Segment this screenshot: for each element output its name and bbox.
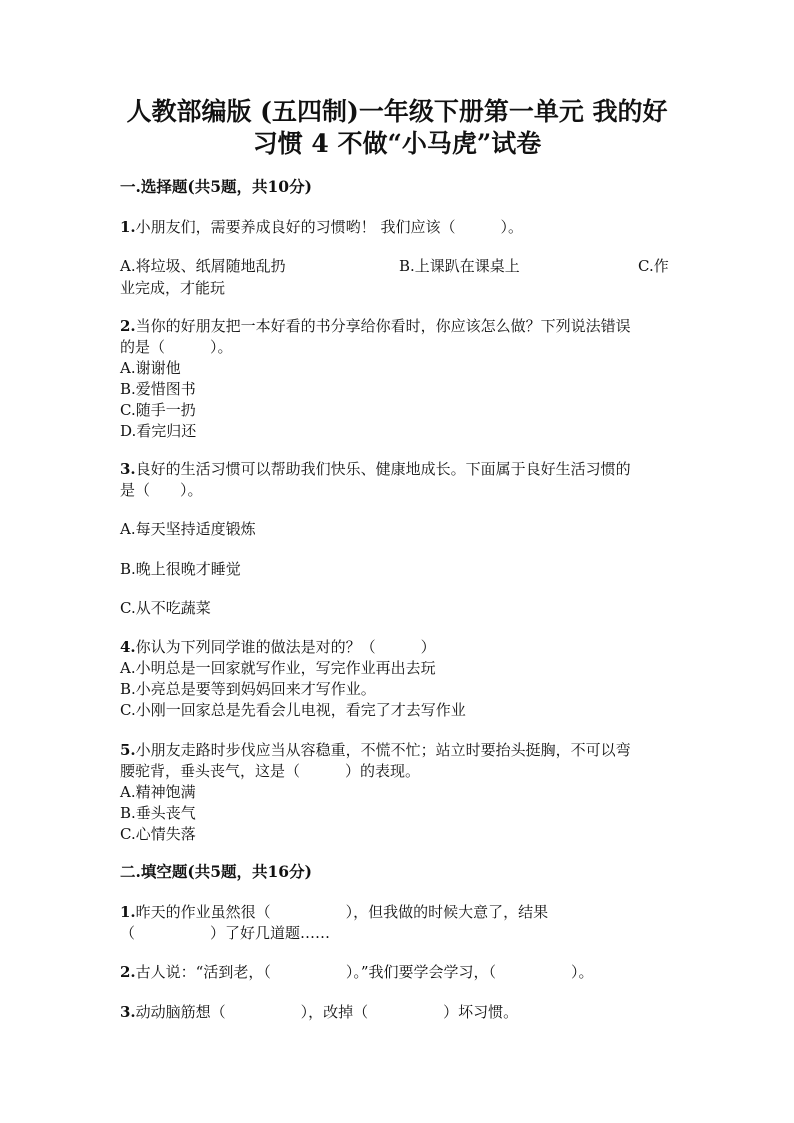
question-text: 当你的好朋友把一本好看的书分享给你看时，你应该怎么做？下列说法错误 [135, 317, 631, 335]
question-3 [120, 459, 631, 480]
question-2-continued: 的是（ ）。 [120, 338, 233, 356]
section-heading-choice: 一.选择题(共5题，共10分) [120, 177, 312, 196]
fill-question-1-continued: （ ）了好几道题…… [120, 924, 331, 942]
option-c: C.作 [638, 257, 669, 275]
option-b: B.上课趴在课桌上 [399, 257, 520, 275]
question-text: 良好的生活习惯可以帮助我们快乐、健康地成长。下面属于良好生活习惯的 [135, 460, 631, 478]
question-2 [120, 316, 631, 337]
question-text: 动动脑筋想（ ），改掉（ ）坏习惯。 [135, 1003, 519, 1021]
option-b: B.晚上很晚才睡觉 [120, 560, 241, 578]
option-b: B.垂头丧气 [120, 804, 196, 822]
option-c-continued: 业完成，才能玩 [120, 279, 226, 297]
fill-question-1 [120, 902, 548, 923]
option-c: C.小刚一回家总是先看会儿电视，看完了才去写作业 [120, 701, 466, 719]
question-1 [120, 217, 523, 238]
question-5-continued: 腰驼背，垂头丧气，这是（ ）的表现。 [120, 762, 421, 780]
question-text: 昨天的作业虽然很（ ），但我做的时候大意了，结果 [135, 903, 549, 921]
fill-question-2 [120, 962, 594, 983]
fill-question-3 [120, 1002, 518, 1023]
page-title-line-2: 习惯 4 不做“小马虎”试卷 [252, 129, 542, 158]
question-number: 1. [120, 903, 136, 921]
option-c: C.心情失落 [120, 825, 196, 843]
question-text: 小朋友们，需要养成良好的习惯哟！ 我们应该（ ）。 [135, 218, 523, 236]
option-c: C.随手一扔 [120, 401, 196, 419]
question-3-continued: 是（ ）。 [120, 481, 203, 499]
section-heading-fill-in: 二.填空题(共5题，共16分) [120, 862, 312, 881]
question-4 [120, 637, 436, 658]
option-a: A.每天坚持适度锻炼 [120, 520, 256, 538]
question-number: 4. [120, 638, 136, 656]
question-5 [120, 740, 631, 761]
question-number: 5. [120, 741, 136, 759]
question-text: 小朋友走路时步伐应当从容稳重，不慌不忙；站立时要抬头挺胸，不可以弯 [135, 741, 631, 759]
option-a: A.小明总是一回家就写作业，写完作业再出去玩 [120, 659, 436, 677]
question-text: 古人说：“活到老，（ ）。”我们要学会学习，（ ）。 [135, 963, 594, 981]
option-b: B.爱惜图书 [120, 380, 196, 398]
question-number: 3. [120, 1003, 136, 1021]
question-number: 3. [120, 460, 136, 478]
question-text: 你认为下列同学谁的做法是对的？（ ） [135, 638, 436, 656]
option-c: C.从不吃蔬菜 [120, 599, 211, 617]
question-number: 1. [120, 218, 136, 236]
option-d: D.看完归还 [120, 422, 197, 440]
option-a: A.将垃圾、纸屑随地乱扔 [120, 257, 286, 275]
option-b: B.小亮总是要等到妈妈回来才写作业。 [120, 680, 376, 698]
option-a: A.精神饱满 [120, 783, 196, 801]
page-title-line-1: 人教部编版 (五四制)一年级下册第一单元 我的好 [126, 97, 668, 126]
option-a: A.谢谢他 [120, 359, 181, 377]
question-number: 2. [120, 963, 136, 981]
question-number: 2. [120, 317, 136, 335]
